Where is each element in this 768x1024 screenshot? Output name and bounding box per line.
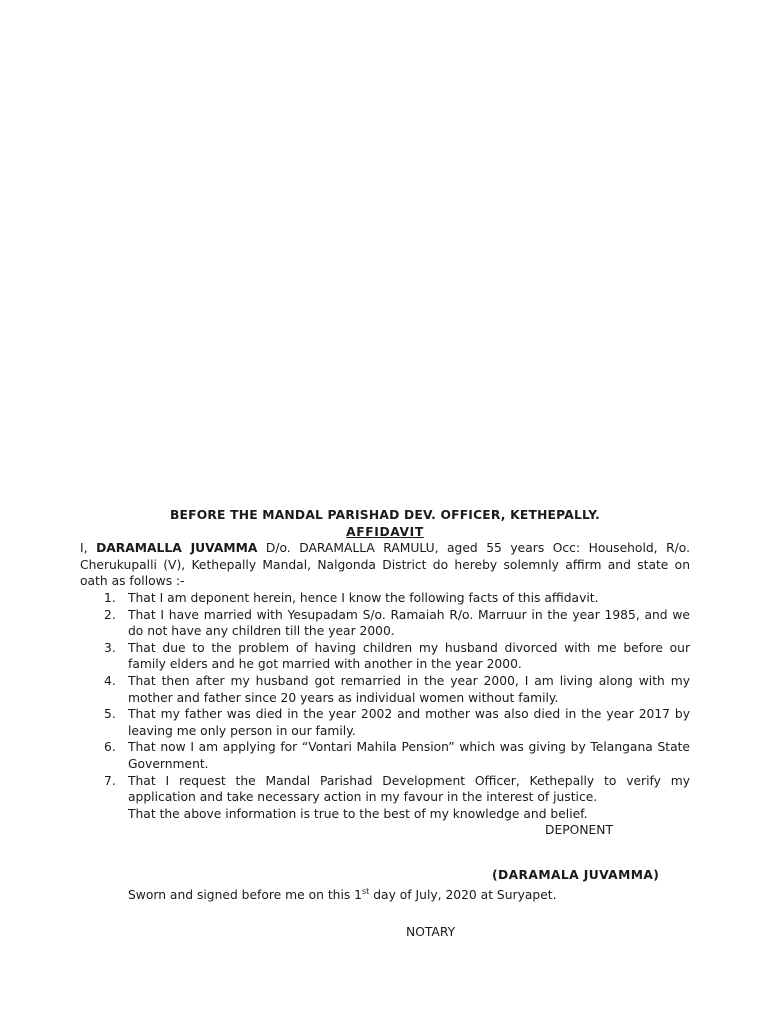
sworn-text-before: Sworn and signed before me on this 1	[128, 888, 363, 902]
list-item-text: That then after my husband got remarried in the year 2000, I am living along with my mother and father since 20 years as individual women without family.	[128, 673, 690, 705]
list-item	[80, 773, 690, 806]
list-item-number: 2.	[104, 607, 116, 622]
list-item-text: That I have married with Yesupadam S/o. Ramaiah R/o. Marruur in the year 1985, and we do not have any children till the year 2000.	[128, 607, 690, 639]
notary-label: NOTARY	[406, 925, 456, 939]
list-item-text: That I am deponent herein, hence I know the following facts of this affidavit.	[128, 590, 599, 605]
list-item	[80, 706, 690, 739]
list-item-number: 5.	[104, 707, 116, 722]
list-item-text: That my father was died in the year 2002 and mother was also died in the year 2017 by leaving me only person in our family.	[128, 707, 690, 738]
list-item	[80, 590, 690, 607]
document-title: AFFIDAVIT	[346, 524, 424, 539]
intro-paragraph	[80, 540, 690, 590]
list-item-number: 7.	[104, 773, 116, 788]
deponent-label: DEPONENT	[545, 823, 614, 837]
document-heading: BEFORE THE MANDAL PARISHAD DEV. OFFICER, KETHEPALLY.	[169, 508, 601, 522]
intro-prefix: I,	[80, 541, 97, 556]
list-item	[80, 640, 690, 673]
sworn-text-after: day of July, 2020 at Suryapet.	[369, 888, 557, 902]
list-item-number: 6.	[104, 740, 116, 755]
sworn-ordinal-suffix: st	[362, 886, 370, 896]
list-item	[80, 739, 690, 772]
affidavit-body	[80, 507, 690, 822]
list-item-number: 4.	[104, 673, 116, 688]
sworn-statement	[128, 887, 557, 904]
list-item-number: 3.	[104, 640, 116, 655]
list-item-text: That now I am applying for “Vontari Mahila Pension” which was giving by Telangana State Government.	[128, 740, 690, 771]
deponent-name: DARAMALLA JUVAMMA	[96, 541, 258, 556]
signature-name: (DARAMALA JUVAMMA)	[492, 868, 660, 882]
closing-statement: That the above information is true to the best of my knowledge and belief.	[128, 806, 588, 821]
list-item	[80, 673, 690, 706]
list-item	[80, 607, 690, 640]
affidavit-points	[80, 590, 690, 806]
list-item-number: 1.	[104, 590, 116, 605]
intro-rest: D/o. DARAMALLA RAMULU, aged 55 years Occ: Household, R/o. Cherukupalli (V), Kethepally Mandal, Nalgonda District do hereby solemnly affirm and state on oath as follows :-	[80, 541, 690, 589]
list-item-text: That due to the problem of having children my husband divorced with me before our family elders and he got married with another in the year 2000.	[128, 640, 690, 672]
list-item-text: That I request the Mandal Parishad Development Officer, Kethepally to verify my application and take necessary action in my favour in the interest of justice.	[128, 773, 690, 805]
